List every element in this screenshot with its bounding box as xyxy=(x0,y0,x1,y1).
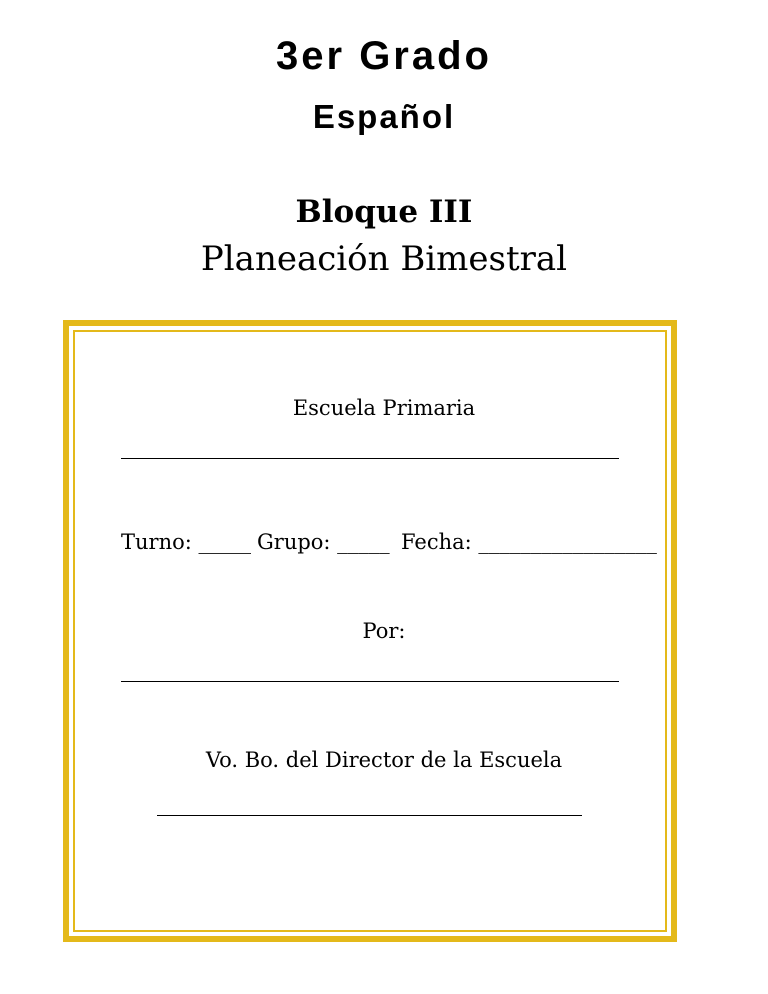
block-title: Bloque III xyxy=(295,194,473,230)
por-label: Por: xyxy=(362,619,406,643)
grade-title: 3er Grado xyxy=(276,34,492,78)
grupo-text[interactable]: Grupo: _____ xyxy=(257,530,390,554)
school-label: Escuela Primaria xyxy=(292,396,476,420)
school-name-line[interactable] xyxy=(121,458,619,459)
director-label: Vo. Bo. del Director de la Escuela xyxy=(205,748,563,772)
plan-title: Planeación Bimestral xyxy=(200,239,568,279)
fecha-text[interactable]: Fecha: _________________ xyxy=(401,530,657,554)
subject-title: Español xyxy=(312,98,456,135)
turno-text[interactable]: Turno: _____ xyxy=(121,530,251,554)
director-signature-line[interactable] xyxy=(157,815,582,816)
por-name-line[interactable] xyxy=(121,681,619,682)
